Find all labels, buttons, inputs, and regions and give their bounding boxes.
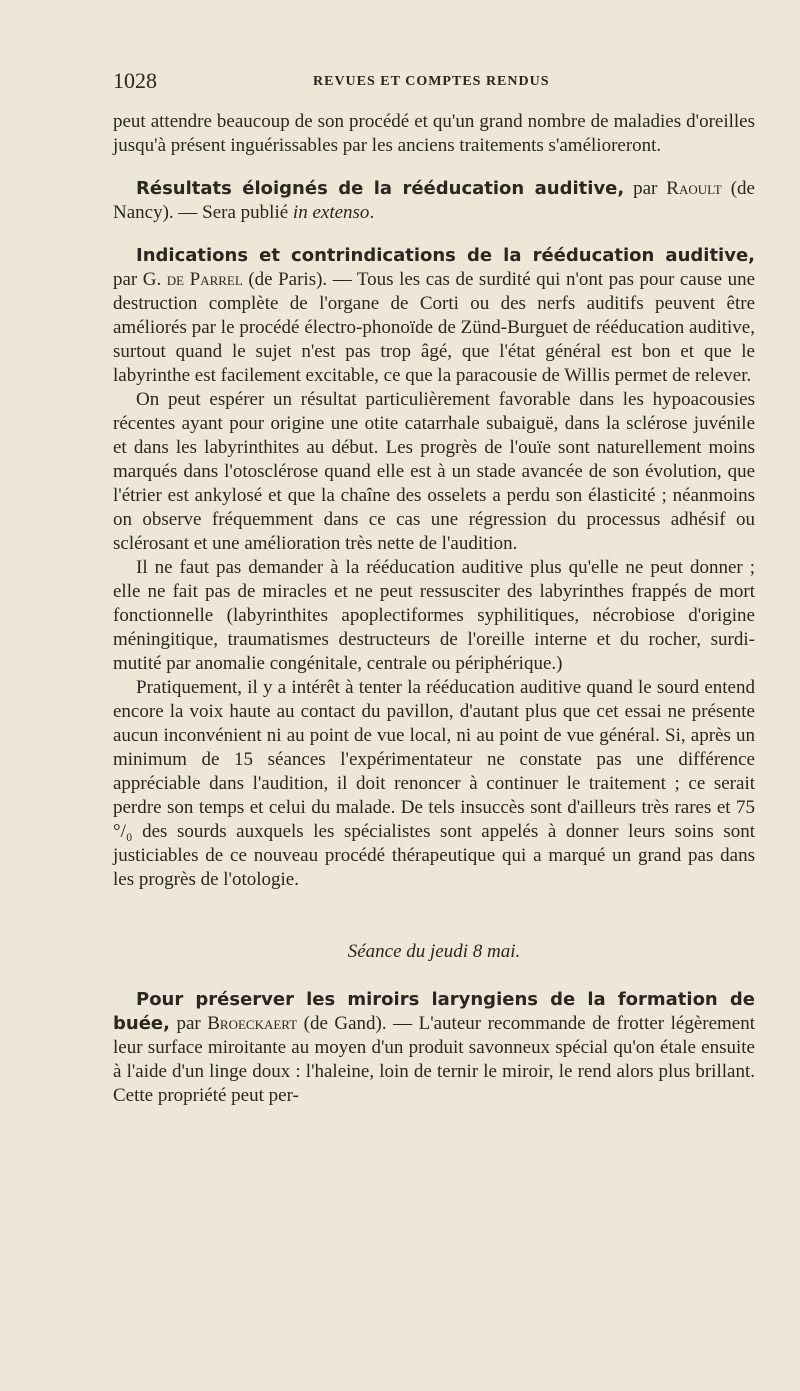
section-resultats xyxy=(113,177,755,225)
session-heading: Séance du jeudi 8 mai. xyxy=(347,941,521,962)
section-title: Indications et contrindications de la rééducation auditive, xyxy=(136,245,755,266)
section-by: par xyxy=(176,1013,208,1034)
running-head: REVUES ET COMPTES RENDUS xyxy=(313,74,550,89)
paragraph-continuation: peut attendre beaucoup de son procédé et qu'un grand nombre de maladies d'oreilles jusqu'à présent inguérissables par les anciens traitements s'amélioreront. xyxy=(113,111,755,156)
paragraph: On peut espérer un résultat particulièrement favorable dans les hypoacousies récentes ayant pour origine une otite catarrhale subaiguë, dans la sclérose juvénile et dans les labyrinthites au début. Les progrès de l'ouïe sont naturellement moins marqués dans l'otosclérose quand elle est à un stade avancée de son évolution, que l'étrier est ankylosé et que la chaîne des osselets a perdu son élasticité ; néanmoins on observe fréquemment dans ce cas une régression du processus adhésif ou sclérosant et une amélioration très nette de l'audition. xyxy=(113,389,755,554)
italic-phrase: in extenso xyxy=(292,202,370,223)
section-text: (de Paris). — Tous les cas de surdité qui n'ont pas pour cause une destruction complète de l'organe de Corti ou des nerfs auditifs peuvent être améliorés par le procédé électro-phonoïde de Zünd-Burguet de rééducation auditive, surtout quand le sujet n'est pas trop âgé, que l'état général est bon et que le labyrinthe est facilement excitable, ce que la paracousie de Willis permet de relever. xyxy=(113,269,755,386)
section-text: (de Nancy). — Sera publié xyxy=(113,178,755,223)
section-end: . xyxy=(369,202,375,223)
section-by: par G. xyxy=(113,269,167,290)
paragraph: Pratiquement, il y a intérêt à tenter la rééducation auditive quand le sourd entend encore la voix haute au contact du pavillon, d'autant plus que cet essai ne présente aucun inconvénient ni au point de vue local, ni au point de vue général. Si, après un minimum de 15 séances l'expérimentateur ne constate pas une différence appréciable dans l'audition, il doit renoncer à continuer le traitement ; ce serait perdre son temps et celui du malade. De tels insuccès sont d'ailleurs très rares et 75 °/₀ des sourds auxquels les spécialistes sont appelés à donner leurs soins sont justiciables de ce nouveau procédé thérapeutique qui a marqué un grand pas dans les progrès de l'otologie. xyxy=(113,677,755,890)
section-indications xyxy=(113,244,755,388)
author-name: de Parrel xyxy=(166,269,243,290)
section-miroirs xyxy=(113,988,755,1108)
page-number: 1028 xyxy=(113,68,157,93)
paragraph: Il ne faut pas demander à la rééducation auditive plus qu'elle ne peut donner ; elle ne fait pas de miracles et ne peut ressusciter des labyrinthes frappés de mort fonctionnelle (labyrinthites apoplectiformes syphilitiques, nécrobiose d'origine méningitique, traumatismes destructeurs de l'oreille interne et du rocher, surdi-mutité par anomalie congénitale, centrale ou périphérique.) xyxy=(113,557,755,674)
section-title: Pour préserver les miroirs laryngiens de la formation de buée, xyxy=(113,989,755,1034)
page-body xyxy=(113,110,755,1108)
page-header xyxy=(113,68,753,98)
author-name: Raoult xyxy=(666,178,722,199)
section-by: par xyxy=(624,178,667,199)
author-name: Broeckaert xyxy=(207,1013,298,1034)
section-title: Résultats éloignés de la rééducation auditive, xyxy=(136,178,625,199)
section-text: (de Gand). — L'auteur recommande de frotter légèrement leur surface miroitante au moyen d'un produit savonneux spécial qu'on étale ensuite à l'aide d'un linge doux : l'haleine, loin de ternir le miroir, le rend alors plus brillant. Cette propriété peut per- xyxy=(113,1013,755,1106)
